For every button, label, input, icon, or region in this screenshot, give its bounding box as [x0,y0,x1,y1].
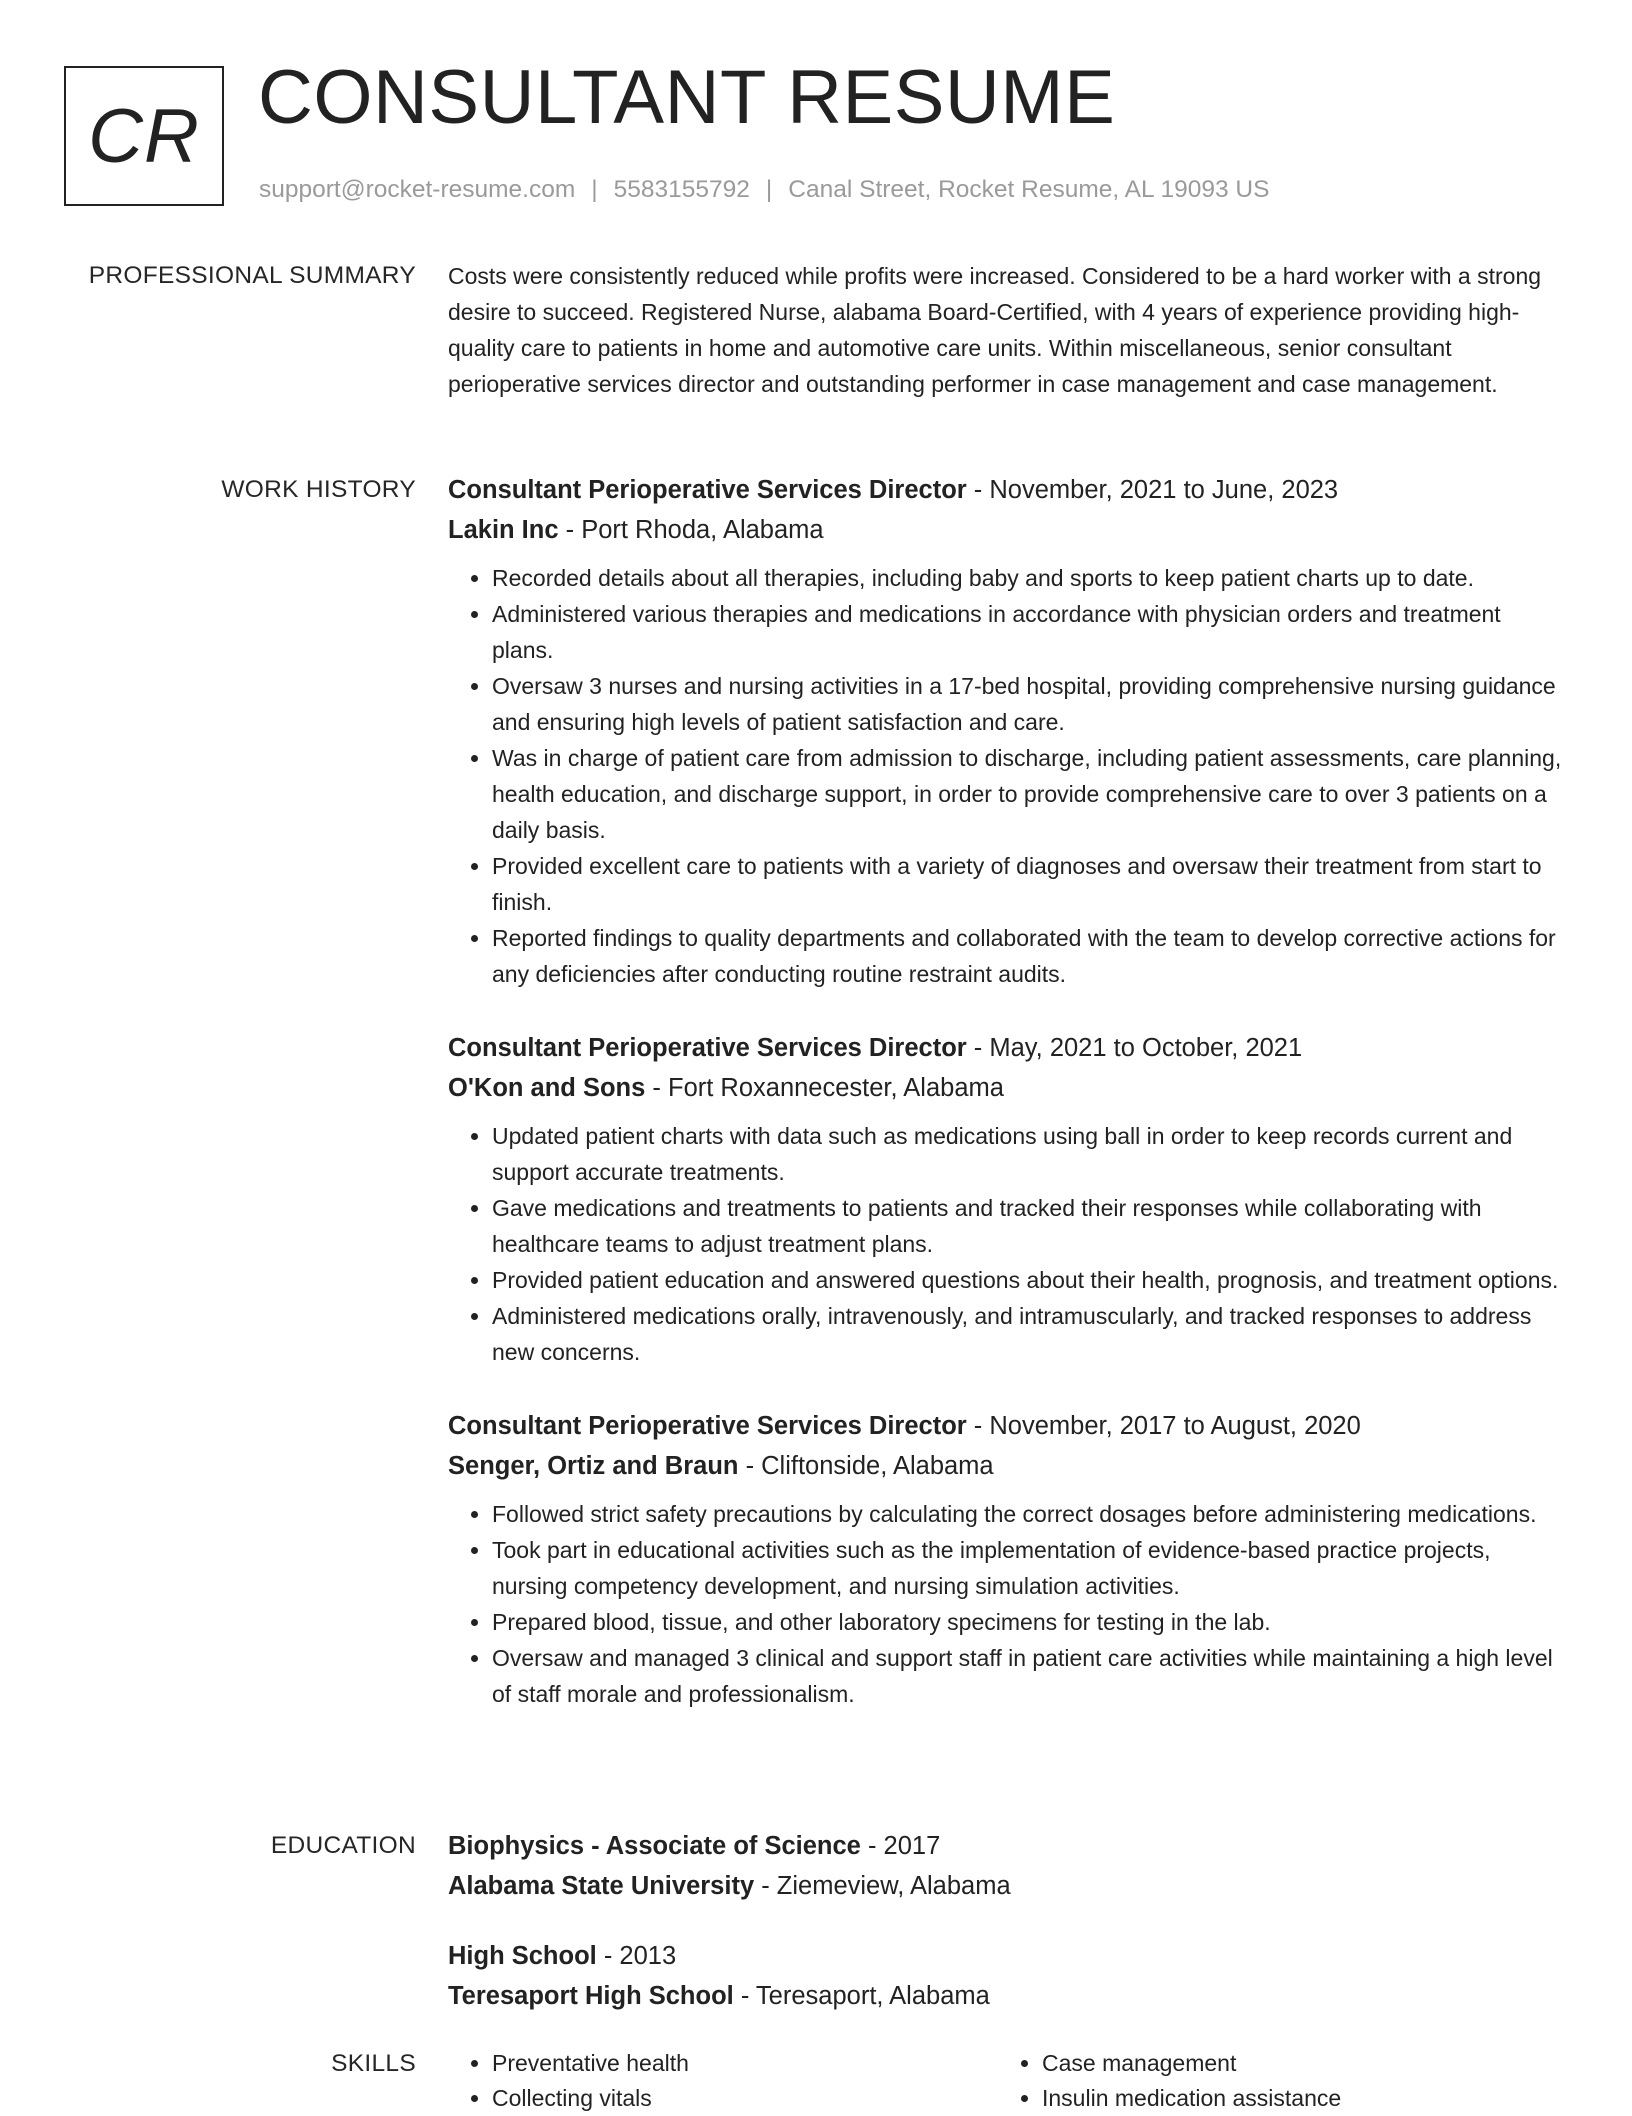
job-bullet: • Was in charge of patient care from admission to discharge, including patient assessments, care planning, health education, and discharge support, in order to provide comprehensive care to over 3 patients on a daily basis. [492,740,1568,848]
job-location: - Fort Roxannecester, Alabama [645,1074,1004,1102]
job-company: Senger, Ortiz and Braun [448,1452,739,1480]
job-bullet: • Reported findings to quality departments and collaborated with the team to develop corrective actions for any deficiencies after conducting routine restraint audits. [492,920,1568,992]
monogram-initials: CR [88,93,200,179]
job-bullet: • Recorded details about all therapies, including baby and sports to keep patient charts up to date. [492,560,1568,596]
summary-text: Costs were consistently reduced while profits were increased. Considered to be a hard worker with a strong desire to succeed. Registered Nurse, alabama Board-Certified, with 4 years of experience providing high-quality care to patients in home and automotive care units. Within miscellaneous, senior consultant perioperative services director and outstanding performer in case management and case management. [448,263,1542,397]
job-title: Consultant Perioperative Services Director [448,476,967,504]
job-bullet: • Provided patient education and answered questions about their health, prognosis, and treatment options. [492,1262,1568,1298]
job-bullet: • Administered medications orally, intravenously, and intramuscularly, and tracked responses to address new concerns. [492,1298,1568,1370]
degree-year: - 2017 [860,1832,941,1860]
education-label: EDUCATION [270,1832,416,1859]
job-dates: - May, 2021 to October, 2021 [966,1034,1303,1062]
job-company-line [448,1068,1568,1108]
job-company-line [448,1446,1568,1486]
degree-year: - 2013 [596,1942,677,1970]
degree-name: Biophysics - Associate of Science [448,1832,861,1860]
school-location: - Ziemeview, Alabama [754,1872,1011,1900]
job-bullets [448,1118,1568,1370]
job-bullet: • Provided excellent care to patients with a variety of diagnoses and oversaw their treatment from start to finish. [492,848,1568,920]
skills-label: SKILLS [331,2050,416,2077]
degree-line [448,1936,1568,1976]
job-bullet: • Administered various therapies and medications in accordance with physician orders and treatment plans. [492,596,1568,668]
job-bullets [448,1496,1568,1712]
skill-item: • Case management [1042,2046,1548,2081]
degree-line [448,1826,1568,1866]
contact-address: Canal Street, Rocket Resume, AL 19093 US [788,176,1270,203]
contact-separator: | [765,176,773,203]
job-entry [448,1028,1568,1370]
job-location: - Port Rhoda, Alabama [558,516,824,544]
summary-label: PROFESSIONAL SUMMARY [88,262,416,289]
skills-list-left [448,2046,998,2116]
school-name: Teresaport High School [448,1982,734,2010]
resume-title: CONSULTANT RESUME [258,55,1116,140]
monogram-box [64,66,224,206]
school-name: Alabama State University [448,1872,755,1900]
job-bullet: • Oversaw 3 nurses and nursing activities in a 17-bed hospital, providing comprehensive nursing guidance and ensuring high levels of patient satisfaction and care. [492,668,1568,740]
skills-list-right [998,2046,1548,2116]
job-bullet: • Oversaw and managed 3 clinical and support staff in patient care activities while maintaining a high level of staff morale and professionalism. [492,1640,1568,1712]
education-entry [448,1936,1568,2016]
contact-phone[interactable]: 5583155792 [613,176,750,203]
skill-item: • Collecting vitals [492,2081,998,2116]
work-history-label: WORK HISTORY [221,476,416,503]
job-location: - Cliftonside, Alabama [738,1452,994,1480]
job-title-line [448,1028,1568,1068]
school-line [448,1976,1568,2016]
job-bullet: • Followed strict safety precautions by calculating the correct dosages before administering medications. [492,1496,1568,1532]
job-bullet: • Gave medications and treatments to patients and tracked their responses while collaborating with healthcare teams to adjust treatment plans. [492,1190,1568,1262]
school-location: - Teresaport, Alabama [733,1982,990,2010]
school-line [448,1866,1568,1906]
job-company-line [448,510,1568,550]
contact-separator: | [591,176,598,203]
job-dates: - November, 2017 to August, 2020 [966,1412,1361,1440]
job-bullet: • Updated patient charts with data such as medications using ball in order to keep records current and support accurate treatments. [492,1118,1568,1190]
job-bullet: • Took part in educational activities such as the implementation of evidence-based practice projects, nursing competency development, and nursing simulation activities. [492,1532,1568,1604]
contact-email[interactable]: support@rocket-resume.com [259,176,576,203]
contact-line [259,176,1269,204]
job-company: O'Kon and Sons [448,1074,646,1102]
education-entry [448,1826,1568,1906]
skill-item: • Insulin medication assistance [1042,2081,1548,2116]
job-entry [448,1406,1568,1712]
job-company: Lakin Inc [448,516,559,544]
job-bullets [448,560,1568,992]
skill-item: • Preventative health [492,2046,998,2081]
job-bullet: • Prepared blood, tissue, and other laboratory specimens for testing in the lab. [492,1604,1568,1640]
degree-name: High School [448,1942,597,1970]
job-title-line [448,1406,1568,1446]
job-title: Consultant Perioperative Services Director [448,1412,967,1440]
job-dates: - November, 2021 to June, 2023 [966,476,1339,504]
skills-columns [448,2046,1568,2116]
job-title: Consultant Perioperative Services Director [448,1034,967,1062]
job-entry [448,470,1568,992]
job-title-line [448,470,1568,510]
